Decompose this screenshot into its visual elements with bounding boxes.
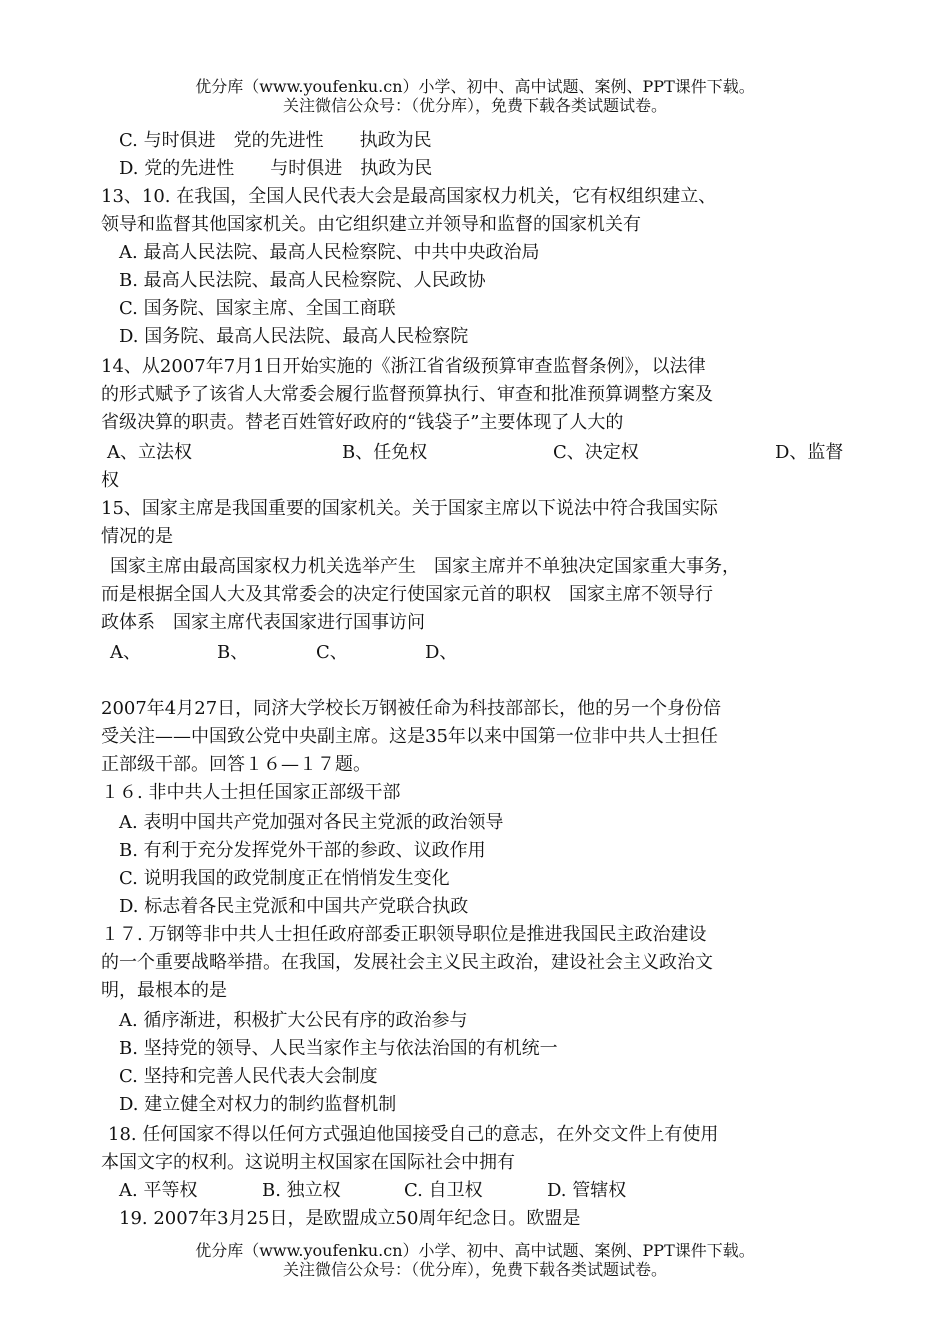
q18-stem-line-2: 本国文字的权利。这说明主权国家在国际社会中拥有 <box>101 1152 515 1173</box>
q17-option-b: B. 坚持党的领导、人民当家作主与依法治国的有机统一 <box>119 1038 558 1059</box>
q14-stem-line-1: 14、从2007年7月1日开始实施的《浙江省省级预算审查监督条例》，以法律 <box>101 356 706 377</box>
passage-line-2: 受关注——中国致公党中央副主席。这是35年以来中国第一位非中共人士担任 <box>101 726 718 747</box>
q17-stem-line-3: 明，最根本的是 <box>101 980 227 1001</box>
q14-option-c: C、决定权 <box>553 442 639 463</box>
q13-option-b: B. 最高人民法院、最高人民检察院、人民政协 <box>119 270 486 291</box>
q15-option-b: B、 <box>217 642 249 663</box>
q14-option-d-wrap: 权 <box>101 470 119 491</box>
q17-stem-line-1: １７. 万钢等非中共人士担任政府部委正职领导职位是推进我国民主政治建设 <box>101 924 707 945</box>
q15-stem-line-2: 情况的是 <box>101 526 173 547</box>
q12-option-d: D. 党的先进性 与时俱进 执政为民 <box>119 158 433 179</box>
q16-option-d: D. 标志着各民主党派和中国共产党联合执政 <box>119 896 469 917</box>
page-header <box>0 77 950 115</box>
header-line-2: 关注微信公众号：（优分库），免费下载各类试题试卷。 <box>282 96 667 115</box>
footer-line-2: 关注微信公众号：（优分库），免费下载各类试题试卷。 <box>282 1260 667 1279</box>
q15-option-c: C、 <box>316 642 348 663</box>
q15-option-d: D、 <box>425 642 458 663</box>
q14-option-d: D、监督 <box>775 442 844 463</box>
q14-option-b: B、任免权 <box>342 442 428 463</box>
q13-stem-line-2: 领导和监督其他国家机关。由它组织建立并领导和监督的国家机关有 <box>101 214 641 235</box>
q15-option-a: A、 <box>110 642 141 663</box>
q19-stem: 19. 2007年3月25日，是欧盟成立50周年纪念日。欧盟是 <box>119 1208 581 1229</box>
q14-stem-line-2: 的形式赋予了该省人大常委会履行监督预算执行、审查和批准预算调整方案及 <box>101 384 713 405</box>
q16-option-b: B. 有利于充分发挥党外干部的参政、议政作用 <box>119 840 486 861</box>
q12-option-c: C. 与时俱进 党的先进性 执政为民 <box>119 130 432 151</box>
q15-body-line-2: 而是根据全国人大及其常委会的决定行使国家元首的职权 国家主席不领导行 <box>101 584 713 605</box>
q13-option-c: C. 国务院、国家主席、全国工商联 <box>119 298 396 319</box>
q18-stem-line-1: 18. 任何国家不得以任何方式强迫他国接受自己的意志，在外交文件上有使用 <box>108 1124 719 1145</box>
q15-body-line-3: 政体系 国家主席代表国家进行国事访问 <box>101 612 425 633</box>
page-footer <box>0 1241 950 1279</box>
q18-option-a: A. 平等权 <box>119 1180 198 1201</box>
passage-line-3: 正部级干部。回答１６—１７题。 <box>101 754 371 775</box>
q17-option-a: A. 循序渐进，积极扩大公民有序的政治参与 <box>119 1010 468 1031</box>
q18-option-d: D. 管辖权 <box>547 1180 627 1201</box>
passage-line-1: 2007年4月27日，同济大学校长万钢被任命为科技部部长，他的另一个身份倍 <box>101 698 722 719</box>
q18-option-c: C. 自卫权 <box>404 1180 483 1201</box>
q13-option-d: D. 国务院、最高人民法院、最高人民检察院 <box>119 326 469 347</box>
header-line-1: 优分库（www.youfenku.cn）小学、初中、高中试题、案例、PPT课件下载。 <box>195 77 755 96</box>
q15-stem-line-1: 15、国家主席是我国重要的国家机关。关于国家主席以下说法中符合我国实际 <box>101 498 718 519</box>
q16-option-c: C. 说明我国的政党制度正在悄悄发生变化 <box>119 868 450 889</box>
q13-stem-line-1: 13、10. 在我国，全国人民代表大会是最高国家权力机关，它有权组织建立、 <box>101 186 717 207</box>
q16-option-a: A. 表明中国共产党加强对各民主党派的政治领导 <box>119 812 504 833</box>
q16-stem: １６. 非中共人士担任国家正部级干部 <box>101 782 401 803</box>
q15-body-line-1: 国家主席由最高国家权力机关选举产生 国家主席并不单独决定国家重大事务， <box>110 556 740 577</box>
q14-stem-line-3: 省级决算的职责。替老百姓管好政府的“钱袋子”主要体现了人大的 <box>101 412 624 433</box>
q14-option-a: A、立法权 <box>107 442 192 463</box>
q13-option-a: A. 最高人民法院、最高人民检察院、中共中央政治局 <box>119 242 540 263</box>
footer-line-1: 优分库（www.youfenku.cn）小学、初中、高中试题、案例、PPT课件下载。 <box>195 1241 755 1260</box>
q17-stem-line-2: 的一个重要战略举措。在我国，发展社会主义民主政治，建设社会主义政治文 <box>101 952 713 973</box>
q18-option-b: B. 独立权 <box>262 1180 341 1201</box>
q17-option-d: D. 建立健全对权力的制约监督机制 <box>119 1094 397 1115</box>
q17-option-c: C. 坚持和完善人民代表大会制度 <box>119 1066 378 1087</box>
